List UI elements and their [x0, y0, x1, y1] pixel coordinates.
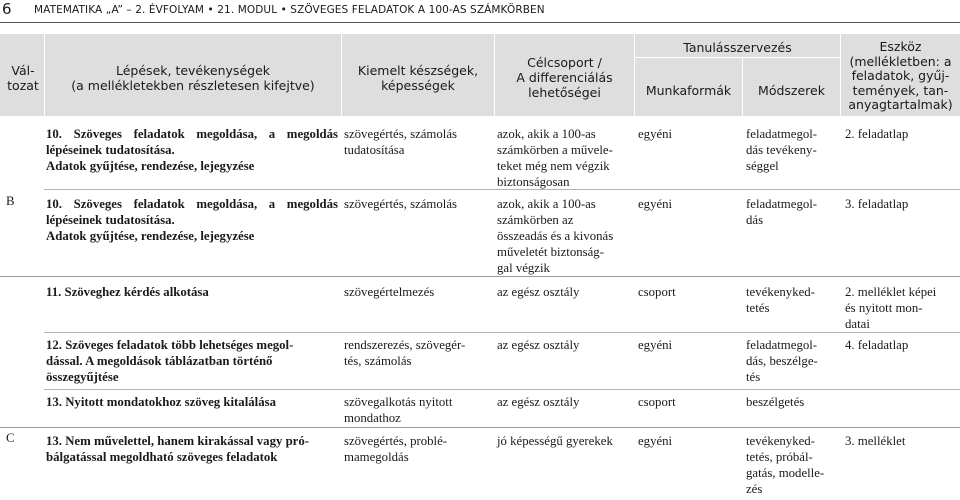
header-keszsegek: Kiemelt készségek, képességek: [357, 63, 479, 93]
header-tanulasszervezes: Tanulásszervezés: [683, 40, 792, 55]
row-tool: 3. feladatlap: [845, 197, 909, 211]
row-target: jó képességű gyerekek: [497, 434, 613, 448]
row-skills: szövegértelmezés: [344, 285, 435, 299]
row-separator: [44, 332, 960, 333]
row-form: csoport: [638, 285, 676, 299]
page-number: 6: [2, 0, 12, 18]
table-row: [46, 284, 338, 300]
header-eszkoz: Eszköz (mellékletben: a feladatok, gyűj- temények, tan- anyagtartalmak): [848, 39, 953, 112]
row-form: egyéni: [638, 338, 673, 352]
row-method: tevékenyked- tetés: [746, 285, 815, 315]
row-step: 12. Szöveges feladatok több lehetséges megol- dással. A megoldások táblázatban történő összegyűjtése: [46, 338, 294, 384]
section-separator: [0, 276, 960, 277]
table-row: [46, 337, 338, 385]
section-separator: [0, 427, 960, 428]
row-method: feladatmegol- dás tevékeny- séggel: [746, 127, 818, 173]
row-target: az egész osztály: [497, 395, 580, 409]
row-form: egyéni: [638, 127, 673, 141]
row-form: csoport: [638, 395, 676, 409]
row-variant: B: [6, 194, 15, 208]
table-row: [46, 394, 338, 410]
row-method: feladatmegol- dás: [746, 197, 818, 227]
row-skills: szövegértés, számolás tudatosítása: [344, 127, 457, 157]
header-celcsoport: Célcsoport / A differenciálás lehetőségei: [516, 55, 613, 100]
row-step: 13. Nem művelettel, hanem kirakással vagy pró- bálgatással megoldható szöveges feladatok: [46, 434, 310, 464]
table-row: [46, 433, 338, 465]
header-modszerek: Módszerek: [758, 83, 825, 98]
row-step: 10. Szöveges feladatok megoldása, a megoldás lépéseinek tudatosítása. Adatok gyűjtése, rendezése, lejegyzése: [46, 197, 338, 243]
row-variant: C: [6, 431, 15, 445]
header-rule: [0, 22, 960, 23]
table-row: [46, 126, 338, 174]
row-skills: szövegalkotás nyitott mondathoz: [344, 395, 453, 425]
row-step: 10. Szöveges feladatok megoldása, a megoldás lépéseinek tudatosítása. Adatok gyűjtése, rendezése, lejegyzése: [46, 127, 338, 173]
header-valtozat: Vál- tozat: [7, 63, 39, 93]
row-form: egyéni: [638, 197, 673, 211]
row-method: tevékenyked- tetés, próbál- gatás, modelle- zés: [746, 434, 825, 496]
row-target: az egész osztály: [497, 338, 580, 352]
header-munkaformak: Munkaformák: [645, 83, 732, 98]
header-lepesek: Lépések, tevékenységek (a mellékletekben részletesen kifejtve): [71, 63, 315, 93]
table-row: [46, 196, 338, 244]
row-separator: [44, 189, 960, 190]
header-subrule: [634, 57, 840, 58]
row-skills: szövegértés, számolás: [344, 197, 457, 211]
row-target: az egész osztály: [497, 285, 580, 299]
row-form: egyéni: [638, 434, 673, 448]
row-tool: 4. feladatlap: [845, 338, 909, 352]
row-step: 11. Szöveghez kérdés alkotása: [46, 285, 209, 299]
row-method: beszélgetés: [746, 395, 805, 409]
row-tool: 2. feladatlap: [845, 127, 909, 141]
row-skills: rendszerezés, szövegér- tés, számolás: [344, 338, 466, 368]
row-tool: 2. melléklet képei és nyitott mon- datai: [845, 285, 937, 331]
row-tool: 3. melléklet: [845, 434, 906, 448]
row-step: 13. Nyitott mondatokhoz szöveg kitalálása: [46, 395, 276, 409]
row-skills: szövegértés, problé- mamegoldás: [344, 434, 448, 464]
row-target: azok, akik a 100-as számkörben a művele- teket még nem végzik biztonságosan: [497, 127, 613, 189]
row-target: azok, akik a 100-as számkörben az összeadás és a kivonás műveletét biztonság- gal végzik: [497, 197, 614, 275]
running-title: MATEMATIKA „A” – 2. ÉVFOLYAM • 21. MODUL • SZÖVEGES FELADATOK A 100-AS SZÁMKÖRBEN: [34, 4, 545, 16]
row-separator: [44, 389, 960, 390]
header-divider: [44, 34, 45, 116]
row-method: feladatmegol- dás, beszélge- tés: [746, 338, 818, 384]
